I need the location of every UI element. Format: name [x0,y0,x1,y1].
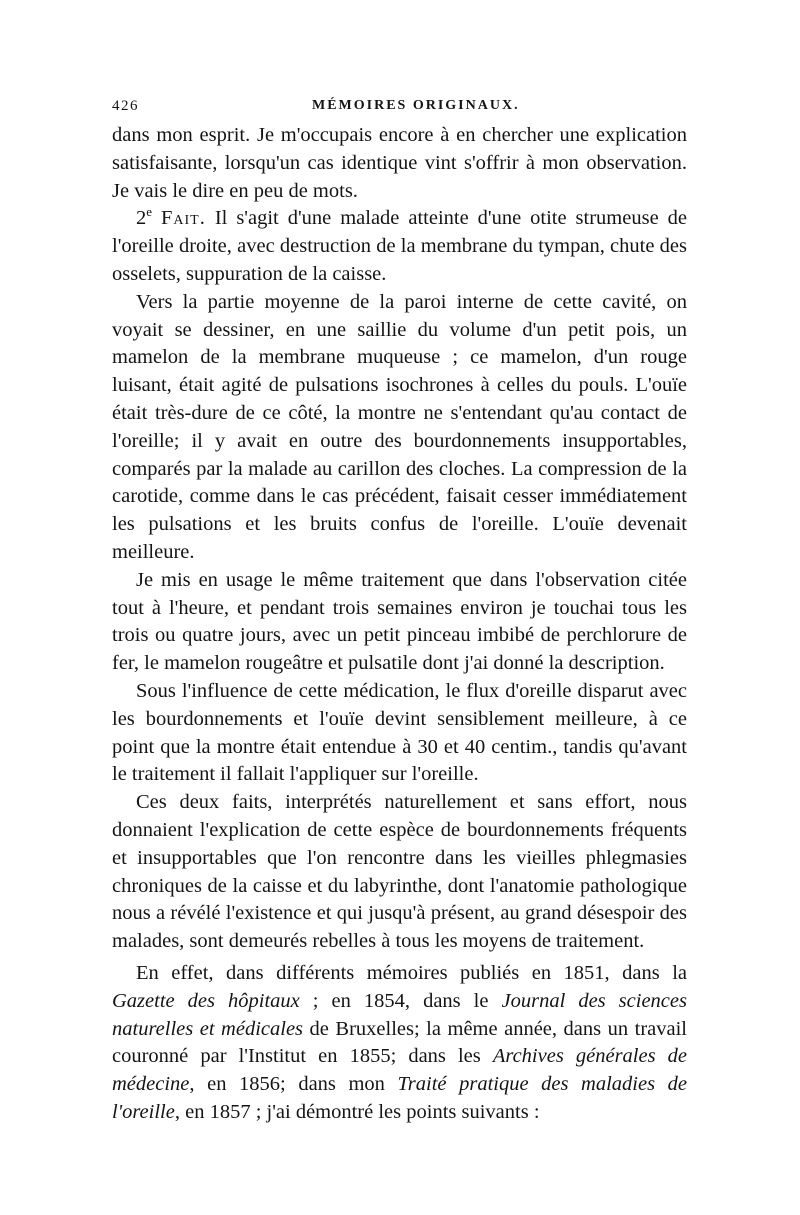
journal-title-gazette: Gazette des hôpitaux [112,989,300,1012]
page-number: 426 [112,98,139,114]
case-number: 2 [136,207,147,230]
running-head: MÉMOIRES ORIGINAUX. [312,98,520,113]
publications-text-4: , en 1856; dans mon [189,1073,398,1096]
publications-text-1: En effet, dans différents mémoires publiés en 1851, dans la [136,961,687,984]
paragraph-treatment: Je mis en usage le même traitement que dans l'observation citée tout à l'heure, et pendant trois semaines environ je touchai tous les trois ou quatre jours, avec un petit pinceau imbibé de perchlorure de fer, le mamelon rougeâtre et pulsatile dont j'ai donné la description. [112,568,687,675]
paragraph-publications [112,960,687,1127]
paragraph-result: Sous l'influence de cette médication, le flux d'oreille disparut avec les bourdonnements et l'ouïe devint sensiblement meilleure, à ce point que la montre était entendue à 30 et 40 centim., tandis qu'avant le traitement il fallait l'appliquer sur l'oreille. [112,679,687,786]
paragraph-observation: Vers la partie moyenne de la paroi interne de cette cavité, on voyait se dessiner, en une saillie du volume d'un petit pois, un mamelon de la membrane muqueuse ; ce mamelon, d'un rouge luisant, était agité de pulsations isochrones à celles du pouls. L'ouïe était très-dure de ce côté, la montre ne s'entendant qu'au contact de l'oreille; il y avait en outre des bourdonnements insupportables, comparés par la malade au carillon des cloches. La compression de la carotide, comme dans le cas précédent, faisait cesser immédiatement les pulsations et les bruits confus de l'oreille. L'ouïe devenait meilleure. [112,290,687,563]
paragraph-continuation: dans mon esprit. Je m'occupais encore à en chercher une explication satisfaisante, lorsqu'un cas identique vint s'offrir à mon observation. Je vais le dire en peu de mots. [112,124,687,202]
paragraph-second-case [112,205,687,288]
paragraph-interpretation: Ces deux faits, interprétés naturellement et sans effort, nous donnaient l'explication de cette espèce de bourdonnements fréquents et insupportables que l'on rencontre dans les vieilles phlegmasies chroniques de la caisse et du labyrinthe, dont l'anatomie pathologique nous a révélé l'existence et qui jusqu'à présent, au grand désespoir des malades, sont demeurés rebelles à tous les moyens de traitement. [112,791,687,953]
journal-title-archives: Archives générales de médecine [112,1045,687,1096]
page-header [112,98,688,120]
case-text: Il s'agit d'une malade atteinte d'une otite strumeuse de l'oreille droite, avec destruction de la membrane du tympan, chute des osselets, suppuration de la caisse. [112,207,687,285]
case-label: Fait. [161,207,206,230]
book-title-traite: Traité pratique des maladies de l'oreille [112,1073,687,1123]
publications-text-2: ; en 1854, dans le [299,989,502,1012]
body-text [112,122,687,1127]
publications-text-3: de Bruxelles; la même année, dans un travail couronné par l'Institut en 1855; dans les [112,1017,687,1068]
publications-text-5: , en 1857 ; j'ai démontré les points suivants : [174,1100,540,1123]
case-number-superscript: e [146,204,153,220]
journal-title-sciences: Journal des sciences naturelles et médicales [112,989,687,1040]
